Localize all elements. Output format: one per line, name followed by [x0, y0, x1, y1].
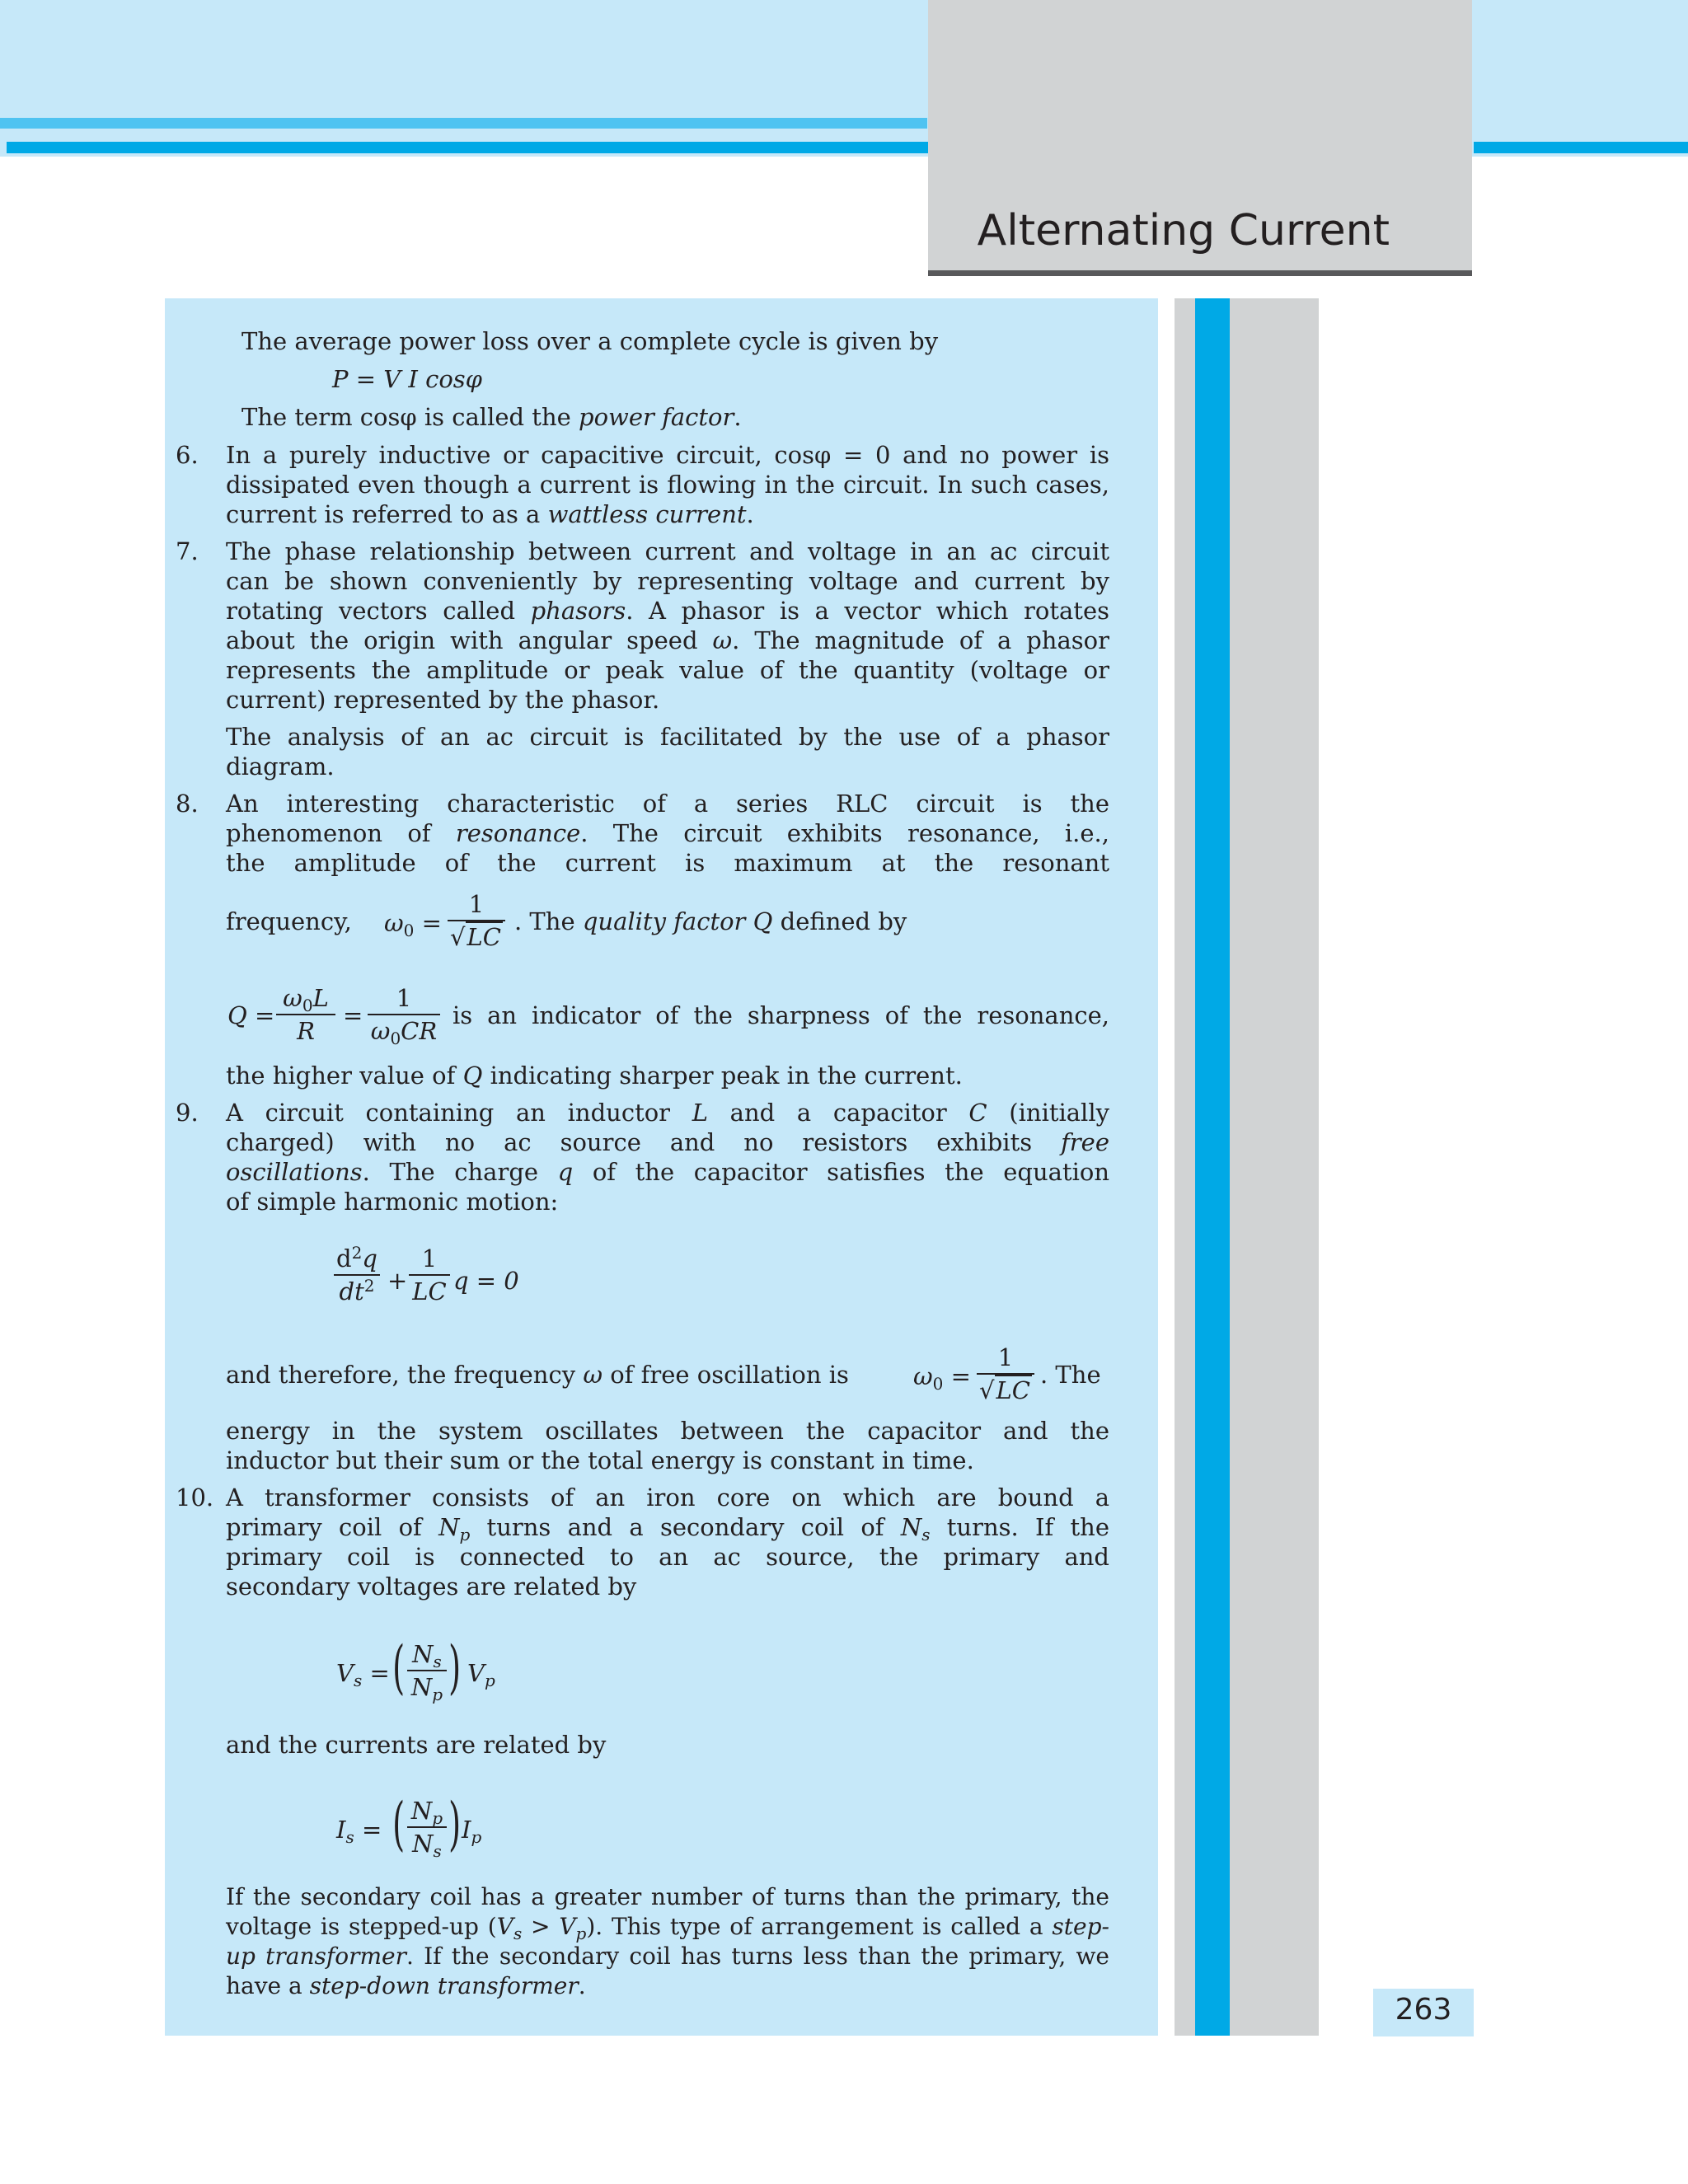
shm-rest: q = 0 [453, 1267, 519, 1295]
item8-line-2: phenomenon of resonance. The circuit exhibits resonance, i.e., [226, 819, 1109, 847]
item10-line-2: primary coil of $N_p$ turns and a secondary coil of $N_s$ turns. If the [226, 1513, 1109, 1544]
item8-line-5: is an indicator of the sharpness of the resonance, [452, 1001, 1109, 1029]
item7-para2-line-2: diagram. [226, 752, 335, 780]
item9-line-5b: . The [1040, 1361, 1101, 1389]
item10-line-4: secondary voltages are related by [226, 1572, 637, 1601]
item-number-9: 9. [176, 1099, 199, 1127]
item9-line-2: charged) with no ac source and no resistors exhibits free [226, 1128, 1109, 1156]
item9-line-7: inductor but their sum or the total energy is constant in time. [226, 1446, 974, 1474]
shm-plus: + [387, 1267, 408, 1295]
q-factor-equals: = [343, 1001, 363, 1029]
item6-line-2: dissipated even though a current is flowing in the circuit. In such cases, [226, 471, 1109, 499]
current-rhs: $I_p$ [462, 1816, 482, 1847]
intro-line-2: The term cosφ is called the power factor. [241, 403, 742, 431]
item8-line-4b: . The quality factor Q defined by [514, 907, 907, 935]
resonance-fraction [448, 890, 505, 951]
voltage-ratio: $N_s$ $N_p$ [407, 1640, 447, 1701]
resonance-numerator: 1 [468, 890, 485, 918]
item9-line-4: of simple harmonic motion: [226, 1188, 559, 1216]
voltage-paren-right: ) [448, 1633, 462, 1701]
item9-line-3: oscillations. The charge q of the capacitor satisfies the equation [226, 1158, 1109, 1186]
item-number-8: 8. [176, 790, 199, 818]
item8-line-3: the amplitude of the current is maximum at the resonant [226, 849, 1109, 877]
free-oscillation-omega: $\omega_0$ = [913, 1362, 971, 1394]
item7-line-6: current) represented by the phasor. [226, 686, 660, 714]
item7-line-5: represents the amplitude or peak value of the quantity (voltage or [226, 656, 1109, 684]
item10-line-5: and the currents are related by [226, 1731, 607, 1759]
resonance-denominator: √LC [450, 923, 501, 951]
item9-line-6: energy in the system oscillates between the capacitor and the [226, 1417, 1109, 1445]
item-number-10: 10. [176, 1483, 214, 1511]
resonance-omega: $\omega_0$ = [384, 909, 442, 940]
shm-fraction-1: $d^2q$ $dt^2$ [334, 1244, 380, 1305]
page-number: 263 [1395, 1993, 1452, 2027]
voltage-paren-left: ( [392, 1633, 406, 1701]
transformer-para-line-2: voltage is stepped-up $(V_s > V_p)$. This type of arrangement is called a step- [226, 1913, 1109, 1943]
shm-fraction-2: 1 LC [409, 1244, 450, 1305]
item-number-6: 6. [176, 441, 199, 469]
header-stripe-left [7, 142, 928, 153]
transformer-para-line-1: If the secondary coil has a greater number of turns than the primary, the [226, 1883, 1109, 1910]
item10-line-3: primary coil is connected to an ac source, the primary and [226, 1543, 1109, 1571]
transformer-para-line-4: have a step-down transformer. [226, 1972, 586, 1999]
item7-line-3: rotating vectors called phasors. A phasor is a vector which rotates [226, 597, 1109, 625]
q-factor-fraction-2: 1 $\omega_0CR$ [368, 984, 440, 1045]
voltage-lhs: $V_s$ = [336, 1659, 390, 1690]
voltage-rhs: $V_p$ [467, 1659, 495, 1690]
item10-line-1: A transformer consists of an iron core on which are bound a [226, 1483, 1109, 1511]
intro-line-1: The average power loss over a complete cycle is given by [241, 327, 939, 355]
item9-line-1: A circuit containing an inductor L and a capacitor C (initially [226, 1099, 1109, 1127]
q-factor-fraction-1: $\omega_0L$ R [276, 984, 335, 1045]
item7-line-2: can be shown conveniently by representing voltage and current by [226, 567, 1109, 595]
item8-line-4a: frequency, [226, 907, 352, 935]
chapter-title: Alternating Current [977, 206, 1390, 255]
current-lhs: $I_s$ = [336, 1816, 382, 1847]
item7-line-4: about the origin with angular speed ω. The magnitude of a phasor [226, 626, 1109, 654]
item8-line-1: An interesting characteristic of a series RLC circuit is the [226, 790, 1109, 818]
current-paren-right: ) [448, 1790, 462, 1858]
side-bar-blue [1195, 298, 1230, 2036]
current-ratio: $N_p$ $N_s$ [407, 1797, 447, 1858]
item8-line-6: the higher value of Q indicating sharper peak in the current. [226, 1062, 963, 1090]
item7-line-1: The phase relationship between current and voltage in an ac circuit [226, 537, 1109, 565]
item6-line-3: current is referred to as a wattless current. [226, 500, 754, 528]
header-stripe-thin [0, 118, 927, 129]
q-factor-symbol: Q = [227, 1001, 275, 1029]
item7-para2-line-1: The analysis of an ac circuit is facilitated by the use of a phasor [226, 723, 1109, 751]
header-stripe-right [1474, 142, 1688, 153]
item-number-7: 7. [176, 537, 199, 565]
item6-line-1: In a purely inductive or capacitive circuit, cosφ = 0 and no power is [226, 441, 1109, 469]
free-oscillation-fraction: 1 √LC [977, 1343, 1034, 1404]
item9-line-5a: and therefore, the frequency ω of free oscillation is [226, 1361, 849, 1389]
current-paren-left: ( [392, 1790, 406, 1858]
equation-power: P = V I cosφ [332, 365, 482, 393]
transformer-para-line-3: up transformer. If the secondary coil has turns less than the primary, we [226, 1943, 1110, 1970]
